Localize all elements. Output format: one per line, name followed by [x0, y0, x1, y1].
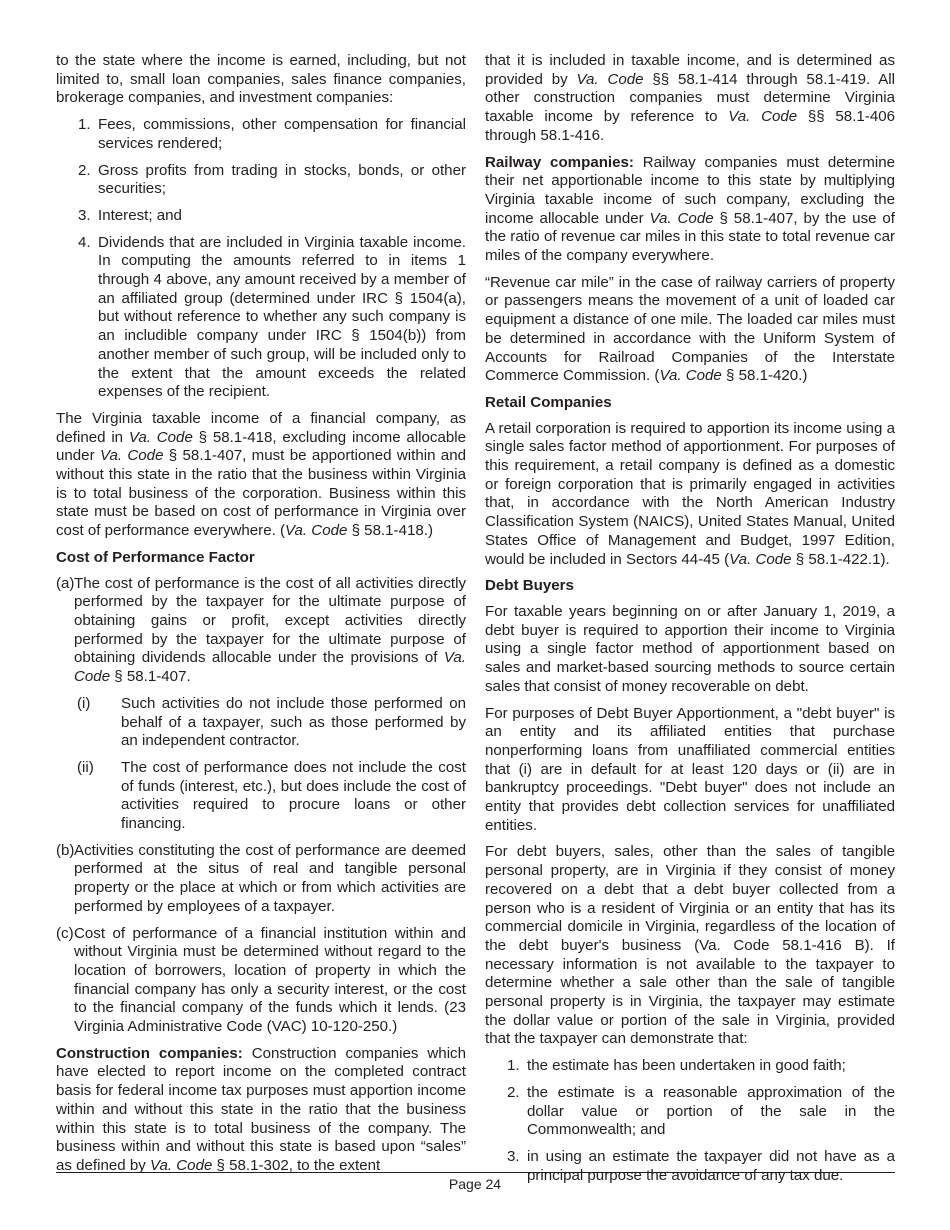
- debt-buyers-paragraph-3: For debt buyers, sales, other than the sales of tangible personal property, are in Virginia if they consist of money recovered on a debt that a debt buyer collected from a person who is a resident of Virginia or an entity that has its commercial domicile in Virginia, regardless of the location of the debt buyer's business (Va. Code 58.1-416 B). If necessary information is not available to the taxpayer to determine whether a sale other than the sale of tangible personal property is in Virginia, the taxpayer may estimate the dollar value or portion of the sale in Virginia, provided that the taxpayer can demonstrate that:: [485, 843, 895, 1048]
- page-number: Page 24: [448, 1176, 502, 1192]
- estimate-conditions-list: [485, 1057, 895, 1185]
- footer-rule: [56, 1172, 895, 1173]
- cost-item-a-ii: (ii) The cost of performance does not include the cost of funds (interest, etc.), but does include the cost of activities required to procure loans or other financing.: [77, 758, 466, 833]
- railway-paragraph: Railway companies: Railway companies must determine their net apportionable income to this state by multiplying Virginia taxable income of such company, excluding the income allocable under Va. Code § 58.1-407, by the use of the ratio of revenue car miles in this state to total revenue car miles of the company everywhere.: [485, 153, 896, 265]
- retail-companies-heading: Retail Companies: [485, 393, 612, 411]
- debt-buyers-paragraph-2: For purposes of Debt Buyer Apportionment, a "debt buyer" is an entity and its affiliated entities that purchase nonperforming loans from unaffiliated commercial entities that (i) are in default for at least 120 days or (ii) are in bankruptcy proceedings. "Debt buyer" does not include an entity that provides debt collection services for unaffiliated entities.: [485, 704, 895, 834]
- cost-item-b: (b) Activities constituting the cost of performance are deemed performed at the situs of real and tangible personal property or the place at which or from which activities are performed by employees of a taxpayer.: [56, 841, 466, 915]
- revenue-car-mile-paragraph: “Revenue car mile” in the case of railway carriers of property or passengers means the movement of a unit of loaded car equipment a distance of one mile. The loaded car miles must be determined in accordance with the Uniform System of Accounts for Railroad Companies of the Interstate Commerce Commission. (Va. Code § 58.1-420.): [485, 273, 895, 385]
- financial-income-list: [56, 116, 466, 402]
- retail-paragraph: A retail corporation is required to apportion its income using a single sales factor method of apportionment. For purposes of this requirement, a retail company is defined as a domestic or foreign corporation that is primarily engaged in activities that, in accordance with the North American Industry Classification System (NAICS), United States Manual, United States Office of Management and Budget, 1997 Edition, would be included in Sectors 44-45 (Va. Code § 58.1-422.1).: [485, 419, 895, 568]
- list-item: 1. the estimate has been undertaken in good faith;: [507, 1057, 846, 1075]
- list-item: 3. in using an estimate the taxpayer did not have as a principal purpose the avoidance of any tax due.: [507, 1147, 895, 1184]
- right-column: [485, 52, 895, 1193]
- list-item: 1. Fees, commissions, other compensation for financial services rendered;: [78, 116, 466, 152]
- list-item: 2. Gross profits from trading in stocks, bonds, or other securities;: [78, 161, 466, 198]
- cost-item-a-i: (i) Such activities do not include those performed on behalf of a taxpayer, such as those performed by an independent contractor.: [77, 694, 466, 750]
- construction-paragraph: Construction companies: Construction companies which have elected to report income on the completed contract basis for federal income tax purposes must apportion income within and without this state in the ratio that the business within this state is to total business of the company. The business within and without this state is based upon “sales” as defined by Va. Code § 58.1-302, to the extent: [56, 1044, 466, 1174]
- cost-item-a: (a) The cost of performance is the cost of all activities directly performed by the taxpayer for the ultimate purpose of obtaining gains or profit, except activities directly performed by the taxpayer for the ultimate purpose of obtaining dividends allocable under the provisions of Va. Code § 58.1-407.: [56, 574, 466, 686]
- financial-company-paragraph: The Virginia taxable income of a financial company, as defined in Va. Code § 58.1-418, excluding income allocable under Va. Code § 58.1-407, must be apportioned within and without this state in the ratio that the business within Virginia is to total business of the corporation. Business within this state must be based on cost of performance in Virginia over cost of performance everywhere. (Va. Code § 58.1-418.): [56, 409, 467, 540]
- intro-paragraph: to the state where the income is earned, including, but not limited to, small loan companies, sales finance companies, brokerage companies, and investment companies:: [56, 52, 466, 107]
- debt-buyers-heading: Debt Buyers: [485, 577, 574, 595]
- list-item: 2. the estimate is a reasonable approximation of the dollar value or portion of the sale in the Commonwealth; and: [507, 1083, 895, 1139]
- list-item: 3. Interest; and: [78, 206, 182, 224]
- left-column: [56, 52, 466, 1184]
- debt-buyers-paragraph-1: For taxable years beginning on or after January 1, 2019, a debt buyer is required to apportion their income to Virginia using a single factor method of apportionment based on sales and market-based sourcing methods to source certain sales that consist of money recoverable on debt.: [485, 602, 895, 695]
- cost-of-performance-heading: Cost of Performance Factor: [56, 548, 255, 566]
- cost-item-c: (c) Cost of performance of a financial institution within and without Virginia must be determined without regard to the location of borrowers, location of property in which the financial company has only a security interest, or the cost to the financial company of the funds which it lends. (23 Virginia Administrative Code (VAC) 10-120-250.): [56, 924, 466, 1036]
- list-item: 4. Dividends that are included in Virginia taxable income. In computing the amounts referred to in items 1 through 4 above, any amount received by a member of an affiliated group (determined under IRC § 1504(a), but without reference to whether any such company is an includible company under IRC § 1504(b)) from another member of such group, will be included only to the extent that the amount exceeds the related expenses of the recipient.: [78, 233, 466, 401]
- construction-continued-paragraph: that it is included in taxable income, and is determined as provided by Va. Code §§ 58.1-414 through 58.1-419. All other construction companies must determine Virginia taxable income by reference to Va. Code §§ 58.1-406 through 58.1-416.: [485, 52, 896, 144]
